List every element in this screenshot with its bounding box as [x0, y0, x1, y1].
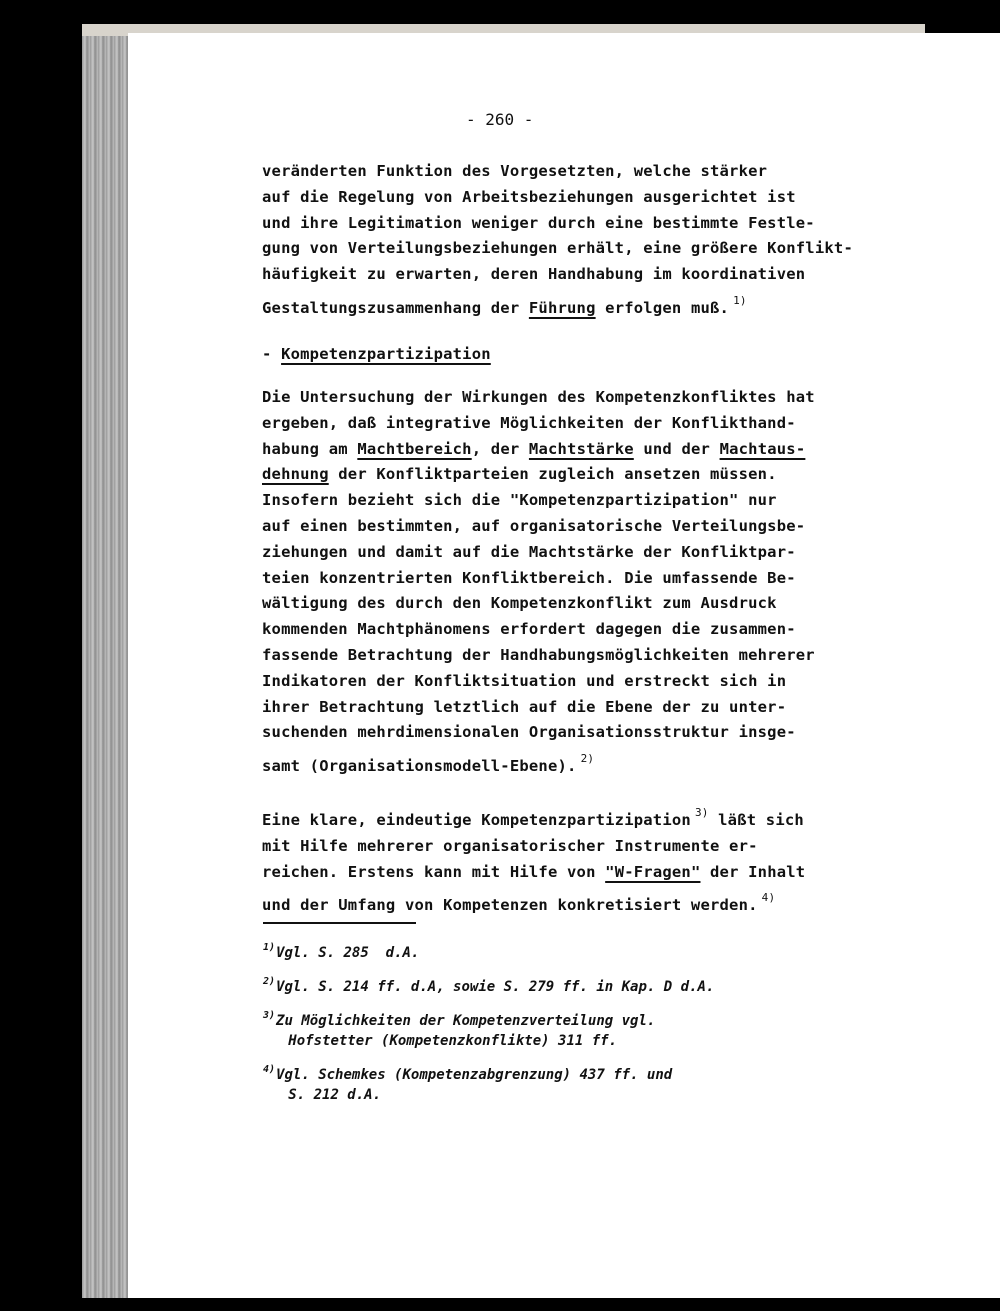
text-line: und ihre Legitimation weniger durch eine bestimmte Festle- [262, 213, 815, 232]
text-line: veränderten Funktion des Vorgesetzten, welche stärker [262, 162, 768, 180]
text-segment: und der [633, 439, 720, 458]
underlined-term: "W-Fragen" [605, 862, 701, 881]
underlined-term: Machtaus- [719, 439, 806, 458]
footnote-mark: 2) [263, 976, 276, 987]
text-segment: habung am [262, 439, 358, 458]
underlined-term: Machtstärke [528, 439, 634, 458]
text-line: Die Untersuchung der Wirkungen des Kompetenzkonfliktes hat [262, 388, 815, 406]
text-line: Indikatoren der Konfliktsituation und erstreckt sich in [262, 671, 787, 690]
paragraph-3 [262, 800, 902, 919]
footnote-ref: 4) [761, 891, 776, 905]
page-stack-edges [82, 36, 128, 1298]
text-segment: reichen. Erstens kann mit Hilfe von [262, 862, 606, 881]
text-line: wältigung des durch den Kompetenzkonflikt zum Ausdruck [262, 594, 777, 613]
footnote-text: Hofstetter (Kompetenzkonflikte) 311 ff. [288, 1033, 618, 1049]
section-heading [262, 342, 902, 368]
text-segment: läßt sich [708, 811, 804, 829]
footnote-text: Vgl. Schemkes (Kompetenzabgrenzung) 437 ff. und [276, 1067, 673, 1083]
footnote-mark: 1) [263, 942, 276, 953]
footnote-mark: 4) [263, 1064, 276, 1075]
page-number: - 260 - [466, 110, 534, 129]
paragraph-2 [262, 385, 902, 780]
text-line: samt (Organisationsmodell-Ebene). [262, 757, 577, 776]
text-segment: der Konfliktparteien zugleich ansetzen müssen. [328, 465, 777, 484]
text-line: gung von Verteilungsbeziehungen erhält, eine größere Konflikt- [262, 239, 853, 258]
text-line: und der Umfang von Kompetenzen konkretisiert werden. [262, 896, 758, 915]
text-line: ergeben, daß integrative Möglichkeiten der Konflikthand- [262, 413, 796, 432]
text-line: erfolgen muß. [595, 298, 730, 317]
underlined-term: Führung [528, 298, 596, 317]
text-line: ihrer Betrachtung letztlich auf die Ebene der zu unter- [262, 697, 787, 716]
text-line: fassende Betrachtung der Handhabungsmöglichkeiten mehrerer [262, 645, 815, 664]
footnote-4 [263, 1060, 863, 1105]
text-line: mit Hilfe mehrerer organisatorischer Instrumente er- [262, 836, 758, 855]
text-line: häufigkeit zu erwarten, deren Handhabung im koordinativen [262, 265, 806, 284]
footnote-2 [263, 972, 863, 997]
footnote-text: S. 212 d.A. [288, 1087, 382, 1103]
underlined-term: dehnung [262, 465, 329, 484]
paragraph-1 [262, 159, 902, 322]
text-segment: , der [471, 439, 529, 458]
footnote-text: Zu Möglichkeiten der Kompetenzverteilung vgl. [276, 1013, 656, 1029]
text-line: teien konzentrierten Konfliktbereich. Die umfassende Be- [262, 568, 796, 587]
footnote-1 [263, 938, 863, 963]
footnote-text: Vgl. S. 285 d.A. [276, 945, 420, 961]
heading-text: Kompetenzpartizipation [281, 345, 491, 363]
text-line: ziehungen und damit auf die Machtstärke der Konfliktpar- [262, 542, 796, 561]
footnote-ref: 1) [733, 293, 747, 307]
text-line: suchenden mehrdimensionalen Organisationsstruktur insge- [262, 723, 796, 742]
footnote-ref: 3) [694, 806, 709, 819]
text-line: Gestaltungszusammenhang der [262, 298, 529, 317]
text-segment: der Inhalt [700, 862, 806, 881]
heading-dash: - [262, 345, 282, 363]
footnote-3 [263, 1006, 863, 1051]
text-line: auf die Regelung von Arbeitsbeziehungen ausgerichtet ist [262, 187, 796, 206]
underlined-term: Machtbereich [357, 439, 472, 458]
footnote-text: Vgl. S. 214 ff. d.A, sowie S. 279 ff. in Kap. D d.A. [276, 979, 715, 995]
text-segment: Eine klare, eindeutige Kompetenzpartizipation [262, 811, 691, 829]
text-line: kommenden Machtphänomens erfordert dagegen die zusammen- [262, 620, 796, 639]
footnote-mark: 3) [263, 1010, 276, 1021]
text-line: auf einen bestimmten, auf organisatorische Verteilungsbe- [262, 516, 806, 535]
text-line: Insofern bezieht sich die "Kompetenzpartizipation" nur [262, 491, 777, 510]
footnote-separator [263, 922, 416, 924]
footnote-ref: 2) [580, 752, 595, 766]
